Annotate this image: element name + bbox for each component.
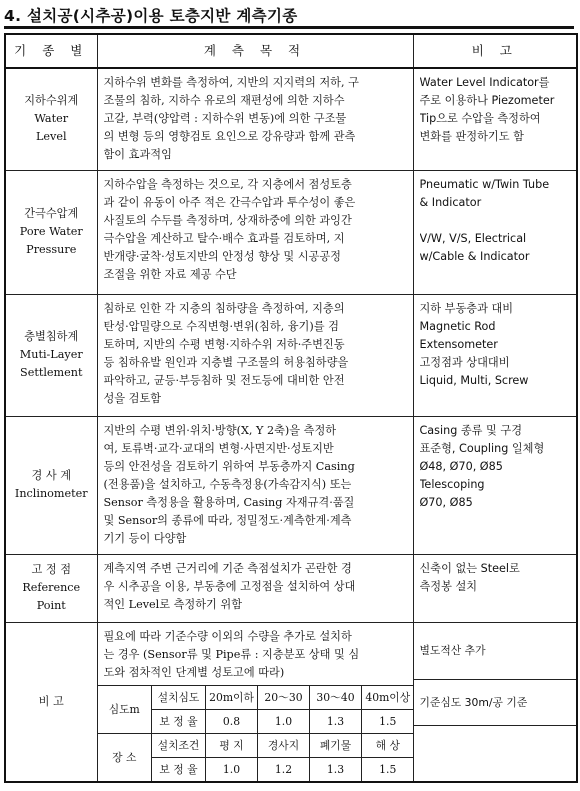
type-label-ko: 경 사 계 bbox=[31, 469, 72, 482]
purpose-line: 기기 등이 다양함 bbox=[103, 531, 187, 545]
depth-factor: 1.5 bbox=[362, 709, 414, 733]
purpose-line: 조물의 침하, 지하수 유로의 재편성에 의한 지하수 bbox=[103, 94, 345, 107]
purpose-line: 여, 토류벽·교각·교대의 변형·사면지반·성토지반 bbox=[103, 441, 334, 455]
depth-row-label: 설치심도 bbox=[152, 685, 206, 709]
table-row bbox=[5, 294, 577, 416]
correction-table bbox=[98, 685, 414, 781]
depth-value: 20m이하 bbox=[206, 685, 258, 709]
type-label-en: Point bbox=[36, 599, 66, 612]
depth-factor: 0.8 bbox=[206, 709, 258, 733]
purpose-line: 등 침하유발 원인과 지층별 구조물의 허용침하량을 bbox=[103, 355, 349, 369]
cond-factor: 1.3 bbox=[310, 757, 362, 781]
remark-line: Tip으로 수압을 측정하여 bbox=[419, 112, 541, 125]
cond-value: 경사지 bbox=[258, 733, 310, 757]
bigo-content bbox=[97, 622, 413, 782]
cond-row-label: 설치조건 bbox=[152, 733, 206, 757]
bigo-remark bbox=[413, 622, 577, 782]
bigo-remark-empty bbox=[414, 725, 577, 772]
type-cell bbox=[5, 554, 97, 622]
table-header-row bbox=[5, 34, 577, 68]
cond-factor: 1.2 bbox=[258, 757, 310, 781]
type-label-ko: 지하수위계 bbox=[24, 94, 79, 108]
title-rule bbox=[4, 26, 574, 29]
purpose-line: 우 시추공을 이용, 부동층에 고정점을 설치하여 상대 bbox=[103, 579, 356, 593]
type-label-en: Inclinometer bbox=[14, 487, 88, 500]
remark-line: 신축이 없는 Steel로 bbox=[419, 561, 520, 575]
remark-line: Water Level Indicator를 bbox=[419, 76, 550, 89]
cond-factor: 1.5 bbox=[362, 757, 414, 781]
remark-cell bbox=[413, 416, 577, 554]
remark-line: & Indicator bbox=[419, 195, 482, 209]
purpose-cell bbox=[97, 68, 413, 170]
purpose-line: 성을 검토함 bbox=[103, 391, 162, 405]
table-row bbox=[5, 554, 577, 622]
purpose-cell bbox=[97, 416, 413, 554]
purpose-cell bbox=[97, 294, 413, 416]
type-label-en: Pressure bbox=[26, 243, 77, 256]
depth-value: 20～30 bbox=[258, 685, 310, 709]
table-row bbox=[5, 416, 577, 554]
bigo-remark-mid: 기준심도 30m/공 기준 bbox=[414, 679, 577, 725]
purpose-line: 과 같이 유동이 아주 적은 간극수압과 투수성이 좋은 bbox=[103, 195, 356, 209]
purpose-line: 사질토의 수두를 측정하며, 상재하중에 의한 과잉간 bbox=[103, 213, 352, 227]
cond-value: 해 상 bbox=[362, 733, 414, 757]
remark-line: Telescoping bbox=[419, 477, 485, 491]
bigo-line: 필요에 따라 기준수량 이외의 수량을 추가로 설치하 bbox=[103, 629, 352, 643]
remark-cell bbox=[413, 170, 577, 294]
cond-value: 평 지 bbox=[206, 733, 258, 757]
instrument-table bbox=[4, 33, 578, 783]
remark-cell bbox=[413, 554, 577, 622]
header-remark: 비 고 bbox=[413, 34, 577, 68]
type-label-en: Muti-Layer bbox=[19, 348, 83, 361]
depth-factor: 1.0 bbox=[258, 709, 310, 733]
cond-value: 폐기물 bbox=[310, 733, 362, 757]
remark-line: Ø70, Ø85 bbox=[419, 495, 473, 509]
purpose-line: 파악하고, 균등·부등침하 및 전도등에 대비한 안전 bbox=[103, 373, 345, 387]
remark-line: w/Cable & Indicator bbox=[419, 249, 530, 263]
remark-cell bbox=[413, 294, 577, 416]
purpose-line: 의 변형 등의 영향검토 요인으로 강유량과 함께 관측 bbox=[103, 130, 356, 143]
bigo-line: 는 경우 (Sensor류 및 Pipe류 : 지층분포 상태 및 심 bbox=[103, 647, 360, 661]
type-label-en: Pore Water bbox=[19, 225, 83, 238]
purpose-line: 등의 안전성을 검토하기 위하여 부동층까지 Casing bbox=[103, 459, 355, 473]
purpose-line: 극수압을 계산하고 탈수·배수 효과를 검토하며, 지 bbox=[103, 231, 345, 245]
remark-line: Magnetic Rod bbox=[419, 319, 496, 333]
type-label-ko: 고 정 점 bbox=[31, 563, 72, 576]
purpose-line: 및 Sensor의 종류에 따라, 정밀정도·계측한계·계측 bbox=[103, 513, 352, 527]
purpose-line: 지반의 수평 변위·위치·방향(X, Y 2축)을 측정하 bbox=[103, 423, 337, 437]
type-cell bbox=[5, 68, 97, 170]
purpose-line: 탄성·압밀량으로 수직변형·변위(침하, 융기)를 검 bbox=[103, 319, 339, 333]
type-cell bbox=[5, 416, 97, 554]
remark-line: Liquid, Multi, Screw bbox=[419, 373, 529, 387]
bigo-remark-top: 별도적산 추가 bbox=[419, 643, 486, 657]
type-label-ko: 층별침하계 bbox=[24, 330, 79, 343]
remark-line: 주로 이용하나 Piezometer bbox=[419, 94, 555, 107]
remark-line: V/W, V/S, Electrical bbox=[419, 231, 527, 245]
purpose-line: (전용품)을 설치하고, 수동측정용(가속감지식) 또는 bbox=[103, 477, 352, 491]
type-cell bbox=[5, 170, 97, 294]
remark-cell bbox=[413, 68, 577, 170]
purpose-cell bbox=[97, 554, 413, 622]
depth-value: 40m이상 bbox=[362, 685, 414, 709]
type-label-en: Water bbox=[34, 112, 69, 126]
depth-label: 심도m bbox=[98, 685, 152, 733]
factor-label: 보 정 율 bbox=[152, 757, 206, 781]
remark-line: Extensometer bbox=[419, 337, 498, 351]
purpose-line: 침하로 인한 각 지층의 침하량을 측정하여, 지층의 bbox=[103, 301, 345, 315]
header-type: 기 종 별 bbox=[5, 34, 97, 68]
remark-line: 측정봉 설치 bbox=[419, 579, 478, 593]
remark-line: 고정점과 상대대비 bbox=[419, 355, 510, 369]
factor-label: 보 정 율 bbox=[152, 709, 206, 733]
purpose-line: 함이 효과적임 bbox=[103, 148, 172, 161]
table-row-bigo bbox=[5, 622, 577, 782]
section-title: 4. 설치공(시추공)이용 토층지반 계측기종 bbox=[4, 7, 298, 25]
remark-line: 지하 부동층과 대비 bbox=[419, 301, 514, 315]
purpose-line: 고갈, 부력(양압력 : 지하수위 변동)에 의한 구조물 bbox=[103, 112, 347, 125]
type-label-en: Level bbox=[35, 130, 67, 144]
purpose-line: 계측지역 주변 근거리에 기준 측점설치가 곤란한 경 bbox=[103, 561, 352, 575]
table-row bbox=[5, 68, 577, 170]
depth-factor: 1.3 bbox=[310, 709, 362, 733]
depth-value: 30～40 bbox=[310, 685, 362, 709]
bigo-label: 비 고 bbox=[5, 622, 97, 782]
type-cell bbox=[5, 294, 97, 416]
table-row bbox=[5, 170, 577, 294]
type-label-en: Reference bbox=[22, 581, 81, 594]
purpose-line: 적인 Level로 측정하기 위함 bbox=[103, 597, 243, 611]
remark-line: 변화를 판정하기도 함 bbox=[419, 130, 524, 143]
remark-line: 표준형, Coupling 일체형 bbox=[419, 441, 545, 455]
place-label: 장 소 bbox=[98, 733, 152, 781]
purpose-line: 지하수압을 측정하는 것으로, 각 지층에서 점성토층 bbox=[103, 177, 352, 191]
type-label-ko: 간극수압계 bbox=[24, 207, 79, 220]
purpose-cell bbox=[97, 170, 413, 294]
purpose-line: Sensor 측정용을 활용하며, Casing 자재규격·품질 bbox=[103, 495, 355, 509]
purpose-line: 토하며, 지반의 수평 변형·지하수위 저하·주변진동 bbox=[103, 337, 345, 351]
type-label-en: Settlement bbox=[20, 366, 83, 379]
purpose-line: 조절을 위한 자료 제공 수단 bbox=[103, 267, 237, 281]
purpose-line: 반개량·굴착·성토지반의 안정성 향상 및 시공공정 bbox=[103, 249, 341, 263]
header-purpose: 계 측 목 적 bbox=[97, 34, 413, 68]
remark-line: Ø48, Ø70, Ø85 bbox=[419, 459, 503, 473]
purpose-line: 지하수위 변화를 측정하여, 지반의 지지력의 저하, 구 bbox=[103, 76, 359, 89]
remark-line: Pneumatic w/Twin Tube bbox=[419, 177, 550, 191]
cond-factor: 1.0 bbox=[206, 757, 258, 781]
bigo-line: 도와 점차적인 단계별 성토고에 따라) bbox=[103, 665, 285, 679]
remark-line: Casing 종류 및 구경 bbox=[419, 423, 523, 437]
